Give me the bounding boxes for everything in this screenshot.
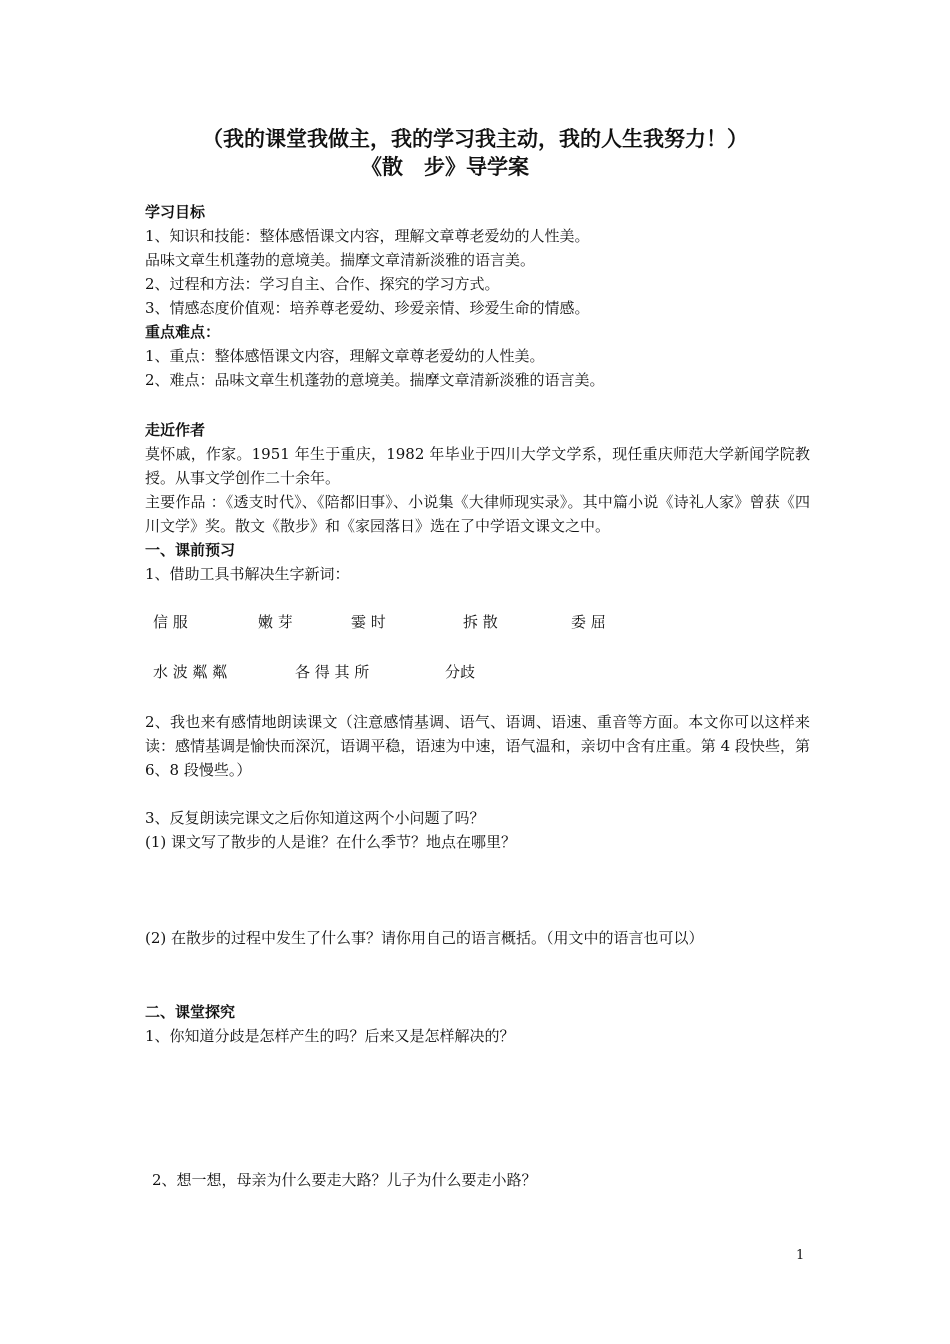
author-heading: 走近作者 xyxy=(145,421,206,439)
vocab-row-2 xyxy=(145,660,810,684)
vocab-word: 拆 散 xyxy=(463,613,498,631)
key-point-item: 2、难点：品味文章生机蓬勃的意境美。揣摩文章清新淡雅的语言美。 xyxy=(145,371,605,389)
vocab-row-1 xyxy=(145,610,810,634)
vocab-word: 水 波 粼 粼 xyxy=(153,663,228,681)
vocab-word: 分歧 xyxy=(445,663,476,681)
key-point-item: 1、重点：整体感悟课文内容，理解文章尊老爱幼的人性美。 xyxy=(145,347,545,365)
vocab-word: 嫩 芽 xyxy=(258,613,293,631)
preview-question-3-1: (1) 课文写了散步的人是谁？在什么季节？地点在哪里？ xyxy=(145,833,517,851)
preview-question-1: 1、借助工具书解决生字新词： xyxy=(145,565,350,583)
preview-heading: 一、课前预习 xyxy=(145,541,236,559)
vocab-word: 信 服 xyxy=(153,613,188,631)
key-points-heading: 重点难点： xyxy=(145,323,221,341)
objective-item: 2、过程和方法：学习自主、合作、探究的学习方式。 xyxy=(145,275,500,293)
objectives-heading: 学习目标 xyxy=(145,203,206,221)
objective-item: 3、情感态度价值观：培养尊老爱幼、珍爱亲情、珍爱生命的情感。 xyxy=(145,299,590,317)
exploration-question-1: 1、你知道分歧是怎样产生的吗？后来又是怎样解决的？ xyxy=(145,1027,515,1045)
vocab-word: 各 得 其 所 xyxy=(295,663,370,681)
objective-item: 1、知识和技能：整体感悟课文内容，理解文章尊老爱幼的人性美。 xyxy=(145,227,590,245)
preview-question-3-2: (2) 在散步的过程中发生了什么事？请你用自己的语言概括。（用文中的语言也可以） xyxy=(145,929,704,947)
document-body xyxy=(145,200,810,1192)
preview-question-3: 3、反复朗读完课文之后你知道这两个小问题了吗？ xyxy=(145,809,485,827)
motto-heading: （我的课堂我做主，我的学习我主动，我的人生我努力！） xyxy=(202,126,748,151)
exploration-question-2: 2、想一想，母亲为什么要走大路？儿子为什么要走小路？ xyxy=(152,1171,537,1189)
vocab-word: 霎 时 xyxy=(351,613,386,631)
author-works: 主要作品 ：《透支时代》、《陪都旧事》、小说集《大律师现实录》。其中篇小说《诗礼人家》曾获《四川文学》奖。散文《散步》和《家园落日》选在了中学语文课文之中。 xyxy=(145,493,810,535)
author-bio: 莫怀戚，作家。1951 年生于重庆，1982 年毕业于四川大学文学系，现任重庆师范大学新闻学院教授。从事文学创作二十余年。 xyxy=(145,445,810,487)
preview-question-2: 2、我也来有感情地朗读课文（注意感情基调、语气、语调、语速、重音等方面。本文你可以这样来读：感情基调是愉快而深沉，语调平稳，语速为中速，语气温和，亲切中含有庄重。第 4 段快些，第 6、8 段慢些。） xyxy=(145,713,810,779)
vocab-word: 委 屈 xyxy=(571,613,606,631)
exploration-heading: 二、课堂探究 xyxy=(145,1003,236,1021)
document-title: 《散 步》导学案 xyxy=(361,154,529,179)
objective-item: 品味文章生机蓬勃的意境美。揣摩文章清新淡雅的语言美。 xyxy=(145,251,536,269)
page-number: 1 xyxy=(796,1248,805,1263)
